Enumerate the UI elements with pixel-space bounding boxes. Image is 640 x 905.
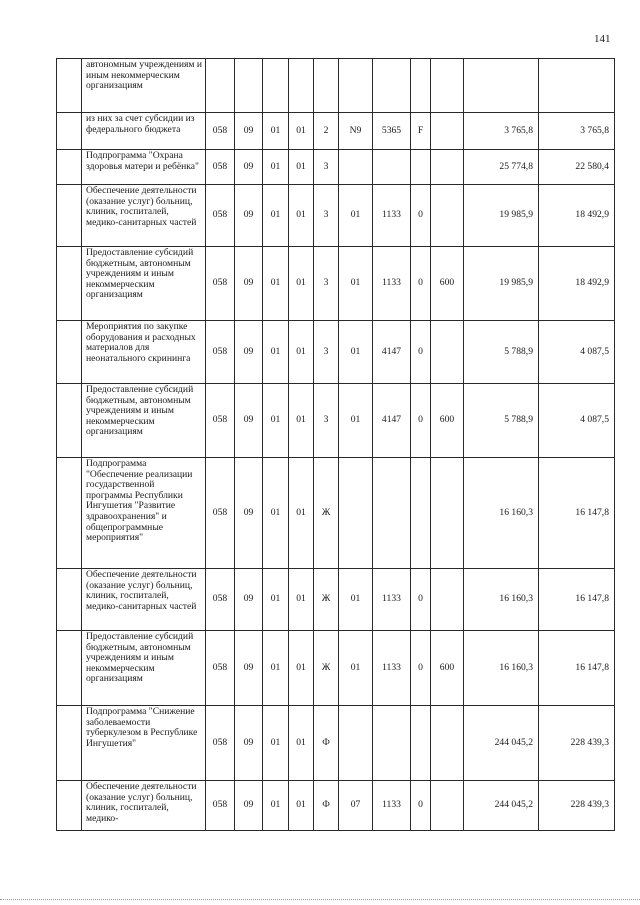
code-cell xyxy=(373,150,411,185)
code-cell: 01 xyxy=(263,150,289,185)
code-cell xyxy=(411,150,431,185)
row-number-cell xyxy=(57,150,82,185)
item-name-cell: Обеспечение деятельности (оказание услуг) больниц, клиник, госпиталей, медико-санитарных частей xyxy=(82,185,206,247)
code-cell xyxy=(431,569,464,631)
row-number-cell xyxy=(57,321,82,384)
row-number-cell xyxy=(57,706,82,781)
code-cell: 058 xyxy=(206,150,235,185)
item-name-cell: из них за счет субсидии из федерального бюджета xyxy=(82,113,206,150)
code-cell: 01 xyxy=(289,384,314,458)
row-number-cell xyxy=(57,247,82,321)
code-cell: N9 xyxy=(339,113,373,150)
code-cell: 09 xyxy=(235,781,263,831)
code-cell xyxy=(431,185,464,247)
code-cell xyxy=(431,781,464,831)
code-cell: 01 xyxy=(339,384,373,458)
code-cell xyxy=(431,113,464,150)
code-cell: 01 xyxy=(263,631,289,706)
code-cell xyxy=(339,59,373,113)
code-cell: 058 xyxy=(206,458,235,569)
code-cell: 0 xyxy=(411,321,431,384)
code-cell: 4147 xyxy=(373,321,411,384)
item-name-cell: Обеспечение деятельности (оказание услуг) больниц, клиник, госпиталей, медико- xyxy=(82,781,206,831)
budget-table xyxy=(56,58,615,831)
item-name-cell: Предоставление субсидий бюджетным, автономным учреждениям и иным некоммерческим организациям xyxy=(82,384,206,458)
code-cell: 01 xyxy=(339,185,373,247)
amount-cell: 16 147,8 xyxy=(539,631,615,706)
amount-cell: 16 160,3 xyxy=(464,569,539,631)
code-cell: 01 xyxy=(289,185,314,247)
amount-cell: 244 045,2 xyxy=(464,781,539,831)
code-cell: 058 xyxy=(206,569,235,631)
amount-cell: 4 087,5 xyxy=(539,384,615,458)
code-cell: 0 xyxy=(411,781,431,831)
table-row xyxy=(57,150,615,185)
row-number-cell xyxy=(57,781,82,831)
code-cell: 01 xyxy=(289,321,314,384)
code-cell: 1133 xyxy=(373,185,411,247)
code-cell: 01 xyxy=(289,113,314,150)
code-cell: 058 xyxy=(206,384,235,458)
code-cell: 01 xyxy=(263,185,289,247)
row-number-cell xyxy=(57,631,82,706)
amount-cell xyxy=(539,59,615,113)
table-row xyxy=(57,569,615,631)
code-cell xyxy=(431,59,464,113)
code-cell: 0 xyxy=(411,631,431,706)
table-row xyxy=(57,247,615,321)
amount-cell: 228 439,3 xyxy=(539,706,615,781)
code-cell: 3 xyxy=(314,150,339,185)
page-number: 141 xyxy=(594,33,611,45)
code-cell xyxy=(235,59,263,113)
code-cell: 09 xyxy=(235,113,263,150)
code-cell: 058 xyxy=(206,321,235,384)
code-cell: 01 xyxy=(263,247,289,321)
item-name-cell: Мероприятия по закупке оборудования и расходных материалов для неонатального скрининга xyxy=(82,321,206,384)
code-cell: Ж xyxy=(314,458,339,569)
code-cell: 01 xyxy=(263,321,289,384)
code-cell: 01 xyxy=(289,781,314,831)
code-cell: 4147 xyxy=(373,384,411,458)
code-cell: 01 xyxy=(339,569,373,631)
amount-cell: 18 492,9 xyxy=(539,185,615,247)
code-cell: 01 xyxy=(263,781,289,831)
code-cell xyxy=(339,458,373,569)
code-cell: Ф xyxy=(314,781,339,831)
table-row xyxy=(57,384,615,458)
code-cell: 09 xyxy=(235,458,263,569)
table-row xyxy=(57,321,615,384)
code-cell: 0 xyxy=(411,384,431,458)
code-cell: 01 xyxy=(339,631,373,706)
code-cell: 09 xyxy=(235,150,263,185)
code-cell xyxy=(263,59,289,113)
table-row xyxy=(57,631,615,706)
code-cell xyxy=(314,59,339,113)
code-cell: 5365 xyxy=(373,113,411,150)
item-name-cell: автономным учреждениям и иным некоммерческим организациям xyxy=(82,59,206,113)
code-cell: 01 xyxy=(263,113,289,150)
code-cell xyxy=(339,150,373,185)
code-cell xyxy=(411,706,431,781)
item-name-cell: Подпрограмма "Охрана здоровья матери и ребёнка" xyxy=(82,150,206,185)
code-cell xyxy=(373,59,411,113)
code-cell: 01 xyxy=(289,569,314,631)
amount-cell: 244 045,2 xyxy=(464,706,539,781)
row-number-cell xyxy=(57,569,82,631)
code-cell: 1133 xyxy=(373,781,411,831)
code-cell: 058 xyxy=(206,706,235,781)
code-cell xyxy=(411,59,431,113)
code-cell: 058 xyxy=(206,113,235,150)
amount-cell: 22 580,4 xyxy=(539,150,615,185)
item-name-cell: Подпрограмма "Снижение заболеваемости туберкулезом в Республике Ингушетия" xyxy=(82,706,206,781)
code-cell: 058 xyxy=(206,781,235,831)
code-cell: 01 xyxy=(289,458,314,569)
amount-cell: 3 765,8 xyxy=(539,113,615,150)
code-cell: 3 xyxy=(314,384,339,458)
code-cell: 600 xyxy=(431,384,464,458)
code-cell: 09 xyxy=(235,321,263,384)
table-row xyxy=(57,781,615,831)
code-cell: 01 xyxy=(289,247,314,321)
row-number-cell xyxy=(57,59,82,113)
table-row xyxy=(57,59,615,113)
code-cell xyxy=(431,150,464,185)
code-cell: 2 xyxy=(314,113,339,150)
page-bottom-edge xyxy=(0,899,640,900)
code-cell: 3 xyxy=(314,185,339,247)
code-cell: Ж xyxy=(314,569,339,631)
code-cell: 0 xyxy=(411,247,431,321)
row-number-cell xyxy=(57,113,82,150)
item-name-cell: Подпрограмма "Обеспечение реализации государственной программы Республики Ингушетия "Развитие здравоохранения" и общепрограммные мероприятия" xyxy=(82,458,206,569)
code-cell: 09 xyxy=(235,631,263,706)
code-cell: 01 xyxy=(263,458,289,569)
code-cell xyxy=(206,59,235,113)
code-cell xyxy=(411,458,431,569)
amount-cell: 18 492,9 xyxy=(539,247,615,321)
code-cell: Ф xyxy=(314,706,339,781)
item-name-cell: Предоставление субсидий бюджетным, автономным учреждениям и иным некоммерческим организациям xyxy=(82,631,206,706)
table-row xyxy=(57,458,615,569)
code-cell: 058 xyxy=(206,247,235,321)
code-cell xyxy=(373,458,411,569)
code-cell: 01 xyxy=(289,706,314,781)
table-row xyxy=(57,706,615,781)
row-number-cell xyxy=(57,185,82,247)
item-name-cell: Обеспечение деятельности (оказание услуг) больниц, клиник, госпиталей, медико-санитарных частей xyxy=(82,569,206,631)
code-cell xyxy=(373,706,411,781)
code-cell: 09 xyxy=(235,384,263,458)
code-cell xyxy=(431,458,464,569)
code-cell: F xyxy=(411,113,431,150)
code-cell: 058 xyxy=(206,631,235,706)
code-cell: 600 xyxy=(431,247,464,321)
amount-cell: 228 439,3 xyxy=(539,781,615,831)
code-cell: 3 xyxy=(314,247,339,321)
code-cell xyxy=(339,706,373,781)
code-cell: 0 xyxy=(411,185,431,247)
code-cell: 07 xyxy=(339,781,373,831)
amount-cell: 5 788,9 xyxy=(464,384,539,458)
code-cell: 600 xyxy=(431,631,464,706)
amount-cell: 25 774,8 xyxy=(464,150,539,185)
item-name-cell: Предоставление субсидий бюджетным, автономным учреждениям и иным некоммерческим организациям xyxy=(82,247,206,321)
code-cell: Ж xyxy=(314,631,339,706)
code-cell: 01 xyxy=(289,150,314,185)
row-number-cell xyxy=(57,458,82,569)
amount-cell: 16 160,3 xyxy=(464,631,539,706)
code-cell: 09 xyxy=(235,706,263,781)
amount-cell: 16 160,3 xyxy=(464,458,539,569)
code-cell: 3 xyxy=(314,321,339,384)
code-cell xyxy=(289,59,314,113)
code-cell: 1133 xyxy=(373,247,411,321)
code-cell: 01 xyxy=(339,321,373,384)
code-cell: 01 xyxy=(263,706,289,781)
amount-cell: 19 985,9 xyxy=(464,185,539,247)
code-cell: 01 xyxy=(289,631,314,706)
code-cell: 09 xyxy=(235,185,263,247)
code-cell: 01 xyxy=(339,247,373,321)
code-cell: 09 xyxy=(235,569,263,631)
code-cell xyxy=(431,706,464,781)
code-cell: 01 xyxy=(263,569,289,631)
code-cell xyxy=(431,321,464,384)
amount-cell: 5 788,9 xyxy=(464,321,539,384)
amount-cell: 16 147,8 xyxy=(539,458,615,569)
code-cell: 01 xyxy=(263,384,289,458)
code-cell: 1133 xyxy=(373,569,411,631)
amount-cell: 3 765,8 xyxy=(464,113,539,150)
code-cell: 058 xyxy=(206,185,235,247)
row-number-cell xyxy=(57,384,82,458)
table-row xyxy=(57,113,615,150)
amount-cell: 16 147,8 xyxy=(539,569,615,631)
code-cell: 1133 xyxy=(373,631,411,706)
amount-cell: 4 087,5 xyxy=(539,321,615,384)
table-row xyxy=(57,185,615,247)
amount-cell: 19 985,9 xyxy=(464,247,539,321)
code-cell: 09 xyxy=(235,247,263,321)
code-cell: 0 xyxy=(411,569,431,631)
amount-cell xyxy=(464,59,539,113)
